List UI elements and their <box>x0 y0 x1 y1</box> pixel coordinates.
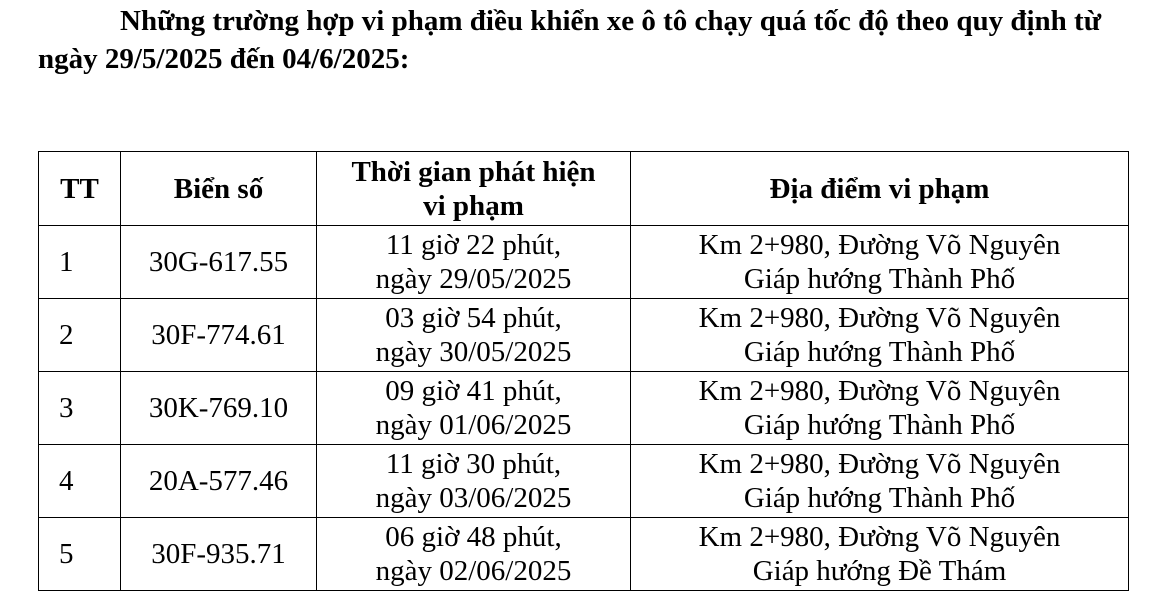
cell-tt: 4 <box>39 445 121 518</box>
cell-location-line1: Km 2+980, Đường Võ Nguyên <box>698 302 1061 334</box>
violations-table <box>38 151 1129 591</box>
table-row <box>39 299 1129 372</box>
cell-time-line2: ngày 01/06/2025 <box>375 409 572 441</box>
cell-location <box>631 518 1129 591</box>
table-row <box>39 372 1129 445</box>
cell-plate: 30F-774.61 <box>121 299 317 372</box>
cell-tt: 2 <box>39 299 121 372</box>
cell-location <box>631 445 1129 518</box>
cell-time-line1: 11 giờ 30 phút, <box>385 448 562 480</box>
header-time <box>317 152 631 226</box>
cell-tt: 1 <box>39 226 121 299</box>
table-row <box>39 226 1129 299</box>
cell-time-line2: ngày 29/05/2025 <box>375 263 572 295</box>
cell-location-line2: Giáp hướng Thành Phố <box>743 409 1016 441</box>
cell-location <box>631 226 1129 299</box>
cell-location <box>631 372 1129 445</box>
cell-location-line2: Giáp hướng Thành Phố <box>743 263 1016 295</box>
table-row <box>39 518 1129 591</box>
cell-location <box>631 299 1129 372</box>
cell-tt: 5 <box>39 518 121 591</box>
table-header-row <box>39 152 1129 226</box>
cell-time <box>317 226 631 299</box>
table-row <box>39 445 1129 518</box>
cell-plate: 30F-935.71 <box>121 518 317 591</box>
header-location: Địa điểm vi phạm <box>631 152 1129 226</box>
cell-location-line1: Km 2+980, Đường Võ Nguyên <box>698 448 1061 480</box>
cell-time-line2: ngày 30/05/2025 <box>375 336 572 368</box>
cell-plate: 30G-617.55 <box>121 226 317 299</box>
cell-time <box>317 445 631 518</box>
cell-time-line1: 03 giờ 54 phút, <box>385 302 562 334</box>
document-heading: Những trường hợp vi phạm điều khiển xe ô tô chạy quá tốc độ theo quy định từ ngày 29/5/2025 đến 04/6/2025: <box>38 5 1102 75</box>
cell-location-line2: Giáp hướng Thành Phố <box>743 336 1016 368</box>
cell-time-line2: ngày 03/06/2025 <box>375 482 572 514</box>
cell-location-line2: Giáp hướng Đề Thám <box>752 555 1007 587</box>
header-time-line2: vi phạm <box>423 189 524 222</box>
cell-time-line2: ngày 02/06/2025 <box>375 555 572 587</box>
cell-plate: 20A-577.46 <box>121 445 317 518</box>
cell-time <box>317 518 631 591</box>
cell-time-line1: 09 giờ 41 phút, <box>385 375 562 407</box>
cell-tt: 3 <box>39 372 121 445</box>
header-plate: Biển số <box>121 152 317 226</box>
cell-time-line1: 11 giờ 22 phút, <box>385 229 562 261</box>
cell-plate: 30K-769.10 <box>121 372 317 445</box>
header-tt: TT <box>39 152 121 226</box>
cell-time <box>317 299 631 372</box>
cell-time-line1: 06 giờ 48 phút, <box>385 521 562 553</box>
header-time-line1: Thời gian phát hiện <box>351 155 596 188</box>
cell-location-line2: Giáp hướng Thành Phố <box>743 482 1016 514</box>
cell-time <box>317 372 631 445</box>
cell-location-line1: Km 2+980, Đường Võ Nguyên <box>698 521 1061 553</box>
cell-location-line1: Km 2+980, Đường Võ Nguyên <box>698 375 1061 407</box>
cell-location-line1: Km 2+980, Đường Võ Nguyên <box>698 229 1061 261</box>
